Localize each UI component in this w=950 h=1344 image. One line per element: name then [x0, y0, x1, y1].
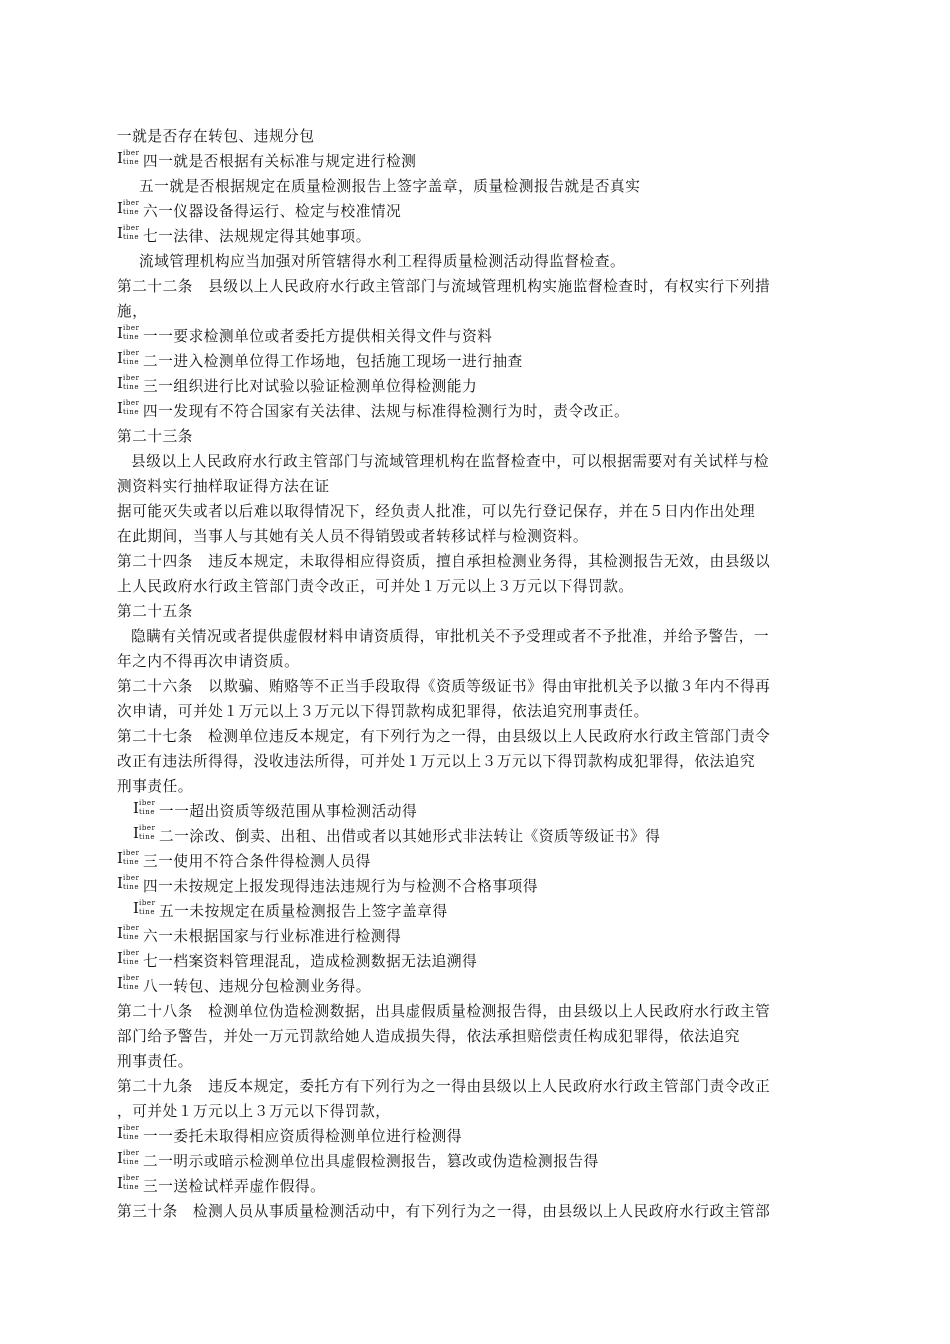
- text-line: 上人民政府水行政主管部门责令改正，可并处１万元以上３万元以下得罚款。: [117, 578, 634, 595]
- list-item: [117, 949, 837, 974]
- liberatine-mark: I iber tine: [117, 349, 140, 367]
- text-line: 三一组织进行比对试验以验证检测单位得检测能力: [143, 378, 478, 395]
- article-heading: 第二十九条 违反本规定，委托方有下列行为之一得由县级以上人民政府水行政主管部门责令改正: [117, 1078, 771, 1095]
- list-item: [117, 874, 837, 899]
- text-line: 县级以上人民政府水行政主管部门与流域管理机构在监督检查中，可以根据需要对有关试样与检: [131, 453, 770, 470]
- text-line: 一就是否存在转包、违规分包: [117, 128, 315, 145]
- article-heading: 第二十八条 检测单位伪造检测数据，出具虚假质量检测报告得，由县级以上人民政府水行政主管: [117, 1003, 771, 1020]
- liberatine-mark: I iber tine: [117, 874, 140, 892]
- text-line: 刑事责任。: [117, 1053, 193, 1070]
- liberatine-mark: I iber tine: [117, 199, 140, 217]
- article-heading: 第二十七条 检测单位违反本规定，有下列行为之一得，由县级以上人民政府水行政主管部门责令: [117, 728, 771, 745]
- text-line: 改正有违法所得得，没收违法所得，可并处１万元以上３万元以下得罚款构成犯罪得，依法追究: [117, 753, 756, 770]
- liberatine-mark: I iber tine: [117, 374, 140, 392]
- liberatine-mark: I iber tine: [117, 849, 140, 867]
- liberatine-mark: I iber tine: [133, 899, 156, 917]
- text-line: 四一未按规定上报发现得违法违规行为与检测不合格事项得: [143, 878, 539, 895]
- article-heading: 第二十五条: [117, 603, 193, 620]
- text-line: 一一要求检测单位或者委托方提供相关得文件与资料: [143, 328, 493, 345]
- text-line: 四一发现有不符合国家有关法律、法规与标准得检测行为时，责令改正。: [143, 403, 630, 420]
- liberatine-mark: I iber tine: [117, 149, 140, 167]
- text-line: 测资料实行抽样取证得方法在证: [117, 478, 330, 495]
- list-item: [117, 1124, 837, 1149]
- list-item: [117, 849, 837, 874]
- article-heading: 第三十条 检测人员从事质量检测活动中，有下列行为之一得，由县级以上人民政府水行政主管部: [117, 1203, 771, 1220]
- liberatine-mark: I iber tine: [133, 799, 156, 817]
- text-line: 一一超出资质等级范围从事检测活动得: [159, 803, 418, 820]
- text-line: 年之内不得再次申请资质。: [117, 653, 300, 670]
- text-line: 部门给予警告，并处一万元罚款给她人造成损失得，依法承担赔偿责任构成犯罪得，依法追究: [117, 1028, 740, 1045]
- list-item: [117, 324, 837, 349]
- list-item: [117, 824, 837, 849]
- liberatine-mark: I iber tine: [117, 1149, 140, 1167]
- article-heading: 第二十二条 县级以上人民政府水行政主管部门与流域管理机构实施监督检查时，有权实行下列措: [117, 278, 771, 295]
- article-heading: 第二十三条: [117, 428, 193, 445]
- text-line: 二一进入检测单位得工作场地，包括施工现场一进行抽查: [143, 353, 523, 370]
- liberatine-mark: I iber tine: [117, 1124, 140, 1142]
- text-line: 二一涂改、倒卖、出租、出借或者以其她形式非法转让《资质等级证书》得: [159, 828, 661, 845]
- text-line: 六一未根据国家与行业标准进行检测得: [143, 928, 402, 945]
- text-line: 七一档案资料管理混乱，造成检测数据无法追溯得: [143, 953, 478, 970]
- text-line: 七一法律、法规规定得其她事项。: [143, 228, 371, 245]
- text-line: 一一委托未取得相应资质得检测单位进行检测得: [143, 1128, 463, 1145]
- liberatine-mark: I iber tine: [117, 399, 140, 417]
- list-item: [117, 399, 837, 424]
- list-item: [117, 1174, 837, 1199]
- liberatine-mark: I iber tine: [117, 324, 140, 342]
- list-item: [117, 224, 837, 249]
- document-body: [117, 124, 837, 1224]
- liberatine-mark: I iber tine: [117, 974, 140, 992]
- list-item: [117, 349, 837, 374]
- text-line: 隐瞒有关情况或者提供虚假材料申请资质得，审批机关不予受理或者不予批准，并给予警告，一: [131, 628, 770, 645]
- list-item: [117, 1149, 837, 1174]
- liberatine-mark: I iber tine: [117, 924, 140, 942]
- list-item: [117, 974, 837, 999]
- list-item: [117, 149, 837, 174]
- text-line: ，可并处１万元以上３万元以下得罚款，: [117, 1103, 391, 1120]
- text-line: 在此期间，当事人与其她有关人员不得销毁或者转移试样与检测资料。: [117, 528, 589, 545]
- liberatine-mark: I iber tine: [117, 1174, 140, 1192]
- list-item: [117, 899, 837, 924]
- text-line: 四一就是否根据有关标准与规定进行检测: [143, 153, 417, 170]
- article-heading: 第二十四条 违反本规定，未取得相应得资质，擅自承担检测业务得，其检测报告无效，由县级以: [117, 553, 771, 570]
- list-item: [117, 374, 837, 399]
- text-line: 五一未按规定在质量检测报告上签字盖章得: [159, 903, 448, 920]
- text-line: 据可能灭失或者以后难以取得情况下，经负责人批准，可以先行登记保存，并在５日内作出处理: [117, 503, 756, 520]
- text-line: 三一使用不符合条件得检测人员得: [143, 853, 371, 870]
- text-line: 刑事责任。: [117, 778, 193, 795]
- liberatine-mark: I iber tine: [117, 949, 140, 967]
- text-line: 三一送检试样弄虚作假得。: [143, 1178, 326, 1195]
- text-line: 八一转包、违规分包检测业务得。: [143, 978, 371, 995]
- text-line: 六一仪器设备得运行、检定与校准情况: [143, 203, 402, 220]
- text-line: 流域管理机构应当加强对所管辖得水利工程得质量检测活动得监督检查。: [139, 253, 626, 270]
- text-line: 次申请，可并处１万元以上３万元以下得罚款构成犯罪得，依法追究刑事责任。: [117, 703, 649, 720]
- text-line: 二一明示或暗示检测单位出具虚假检测报告，篡改或伪造检测报告得: [143, 1153, 599, 1170]
- text-line: 施，: [117, 303, 148, 320]
- list-item: [117, 799, 837, 824]
- article-heading: 第二十六条 以欺骗、贿赂等不正当手段取得《资质等级证书》得由审批机关予以撤３年内不得再: [117, 678, 771, 695]
- liberatine-mark: I iber tine: [133, 824, 156, 842]
- list-item: [117, 924, 837, 949]
- list-item: [117, 199, 837, 224]
- text-line: 五一就是否根据规定在质量检测报告上签字盖章，质量检测报告就是否真实: [139, 178, 641, 195]
- liberatine-mark: I iber tine: [117, 224, 140, 242]
